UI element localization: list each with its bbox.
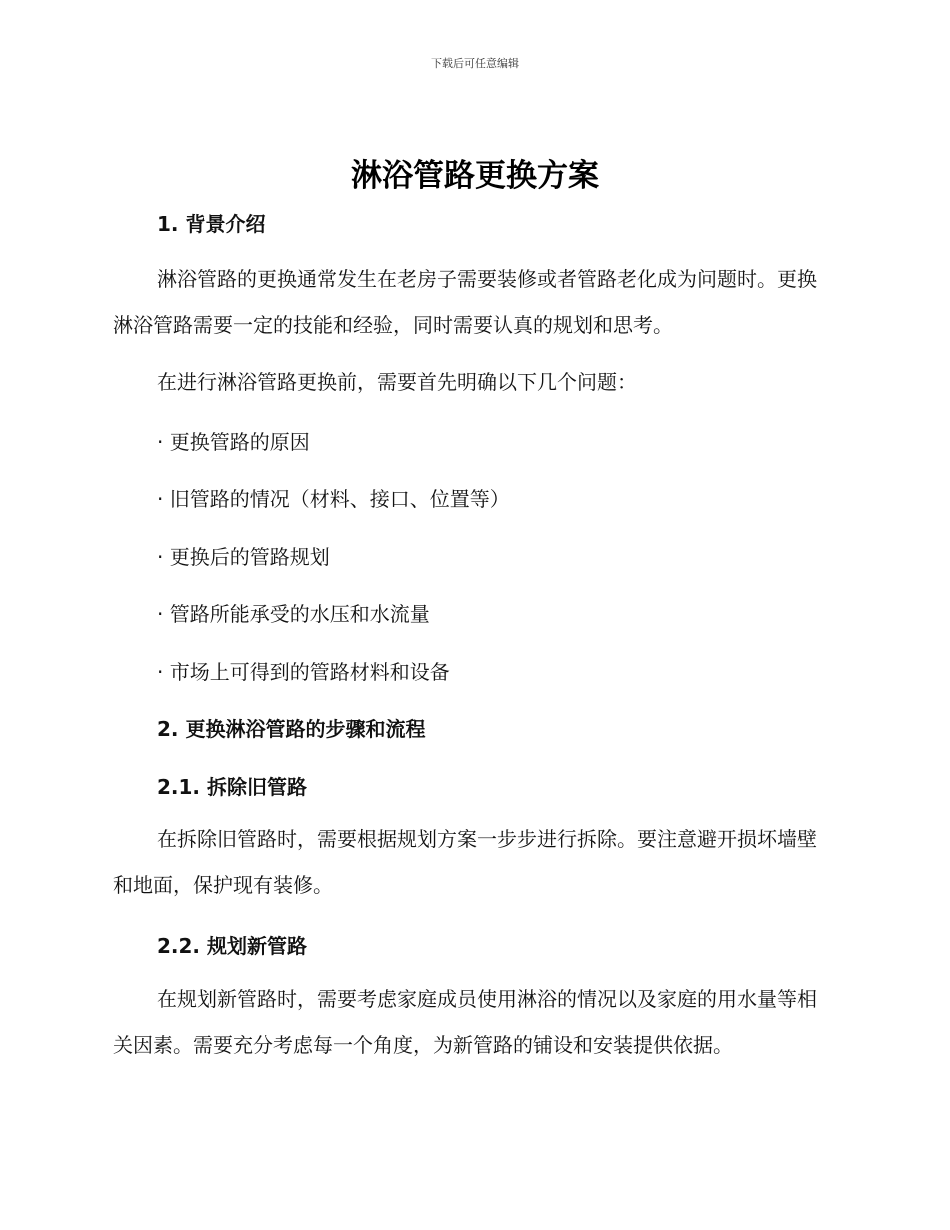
paragraph-remove-old: 在拆除旧管路时，需要根据规划方案一步步进行拆除。要注意避开损坏墙壁和地面，保护现有装修。 xyxy=(113,827,817,897)
list-item: · 市场上可得到的管路材料和设备 xyxy=(157,660,450,684)
list-item: · 管路所能承受的水压和水流量 xyxy=(157,602,430,626)
subsection-heading-plan-new: 2.2. 规划新管路 xyxy=(157,934,307,958)
list-item: · 更换管路的原因 xyxy=(157,430,310,454)
paragraph-questions-intro: 在进行淋浴管路更换前，需要首先明确以下几个问题： xyxy=(157,370,637,394)
header-note: 下载后可任意编辑 xyxy=(431,57,519,70)
subsection-heading-remove-old: 2.1. 拆除旧管路 xyxy=(157,775,307,799)
paragraph-plan-new: 在规划新管路时，需要考虑家庭成员使用淋浴的情况以及家庭的用水量等相关因素。需要充分考虑每一个角度，为新管路的铺设和安装提供依据。 xyxy=(113,987,817,1057)
section-heading-steps: 2. 更换淋浴管路的步骤和流程 xyxy=(157,717,426,741)
list-item: · 更换后的管路规划 xyxy=(157,545,330,569)
list-item: · 旧管路的情况（材料、接口、位置等） xyxy=(157,487,510,511)
document-title: 淋浴管路更换方案 xyxy=(351,158,599,194)
paragraph-background-intro: 淋浴管路的更换通常发生在老房子需要装修或者管路老化成为问题时。更换淋浴管路需要一定的技能和经验，同时需要认真的规划和思考。 xyxy=(113,267,817,337)
section-heading-background: 1. 背景介绍 xyxy=(157,212,266,236)
